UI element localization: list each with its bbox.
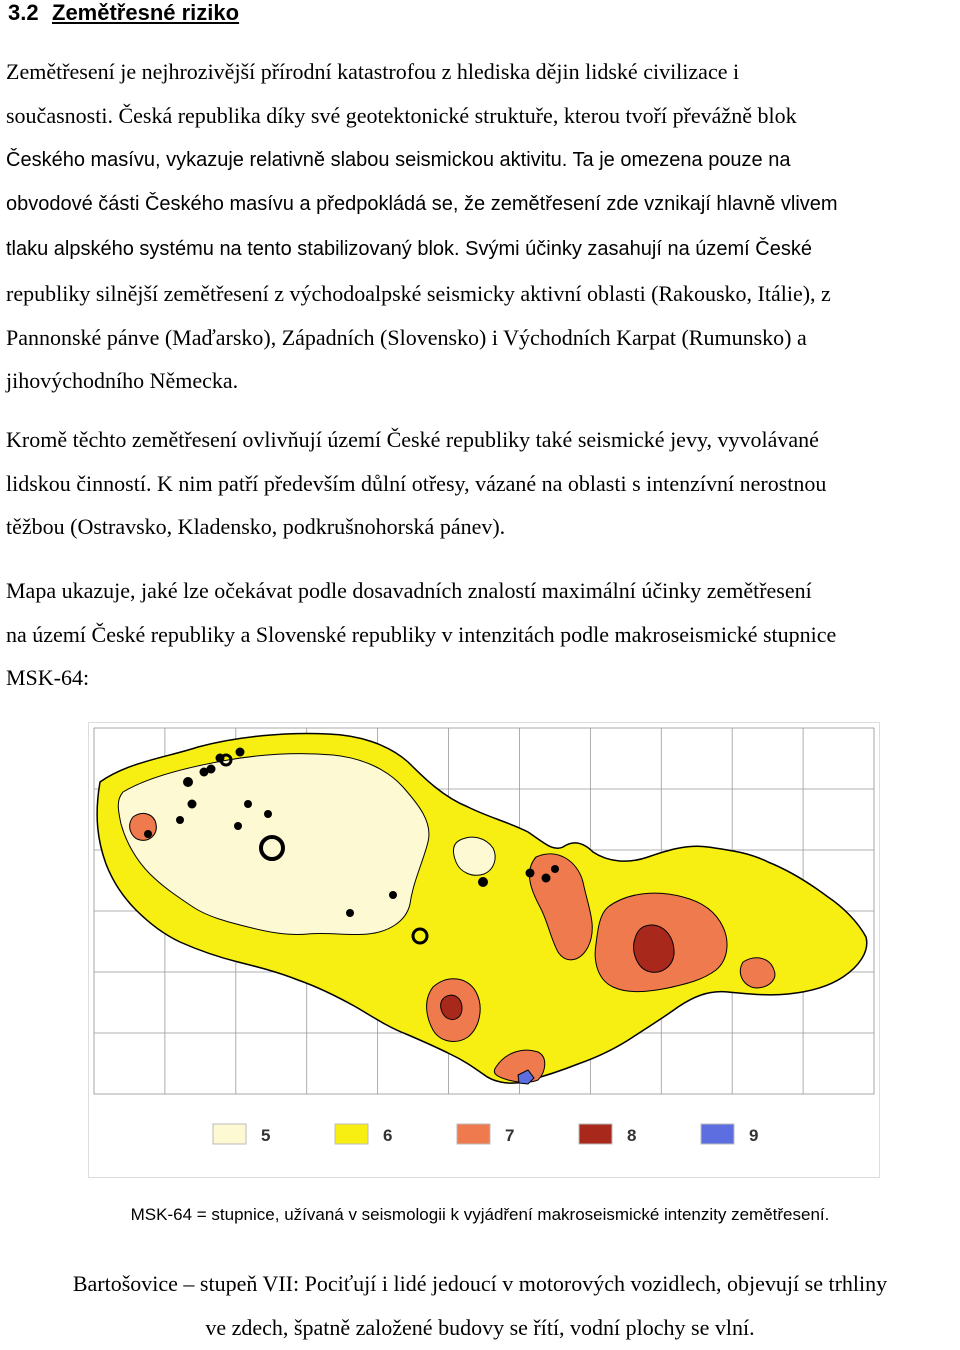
epicentre-dot xyxy=(389,891,397,899)
section-title: Zemětřesné riziko xyxy=(52,0,240,25)
legend-label-6: 6 xyxy=(383,1126,393,1145)
epicentre-dot xyxy=(346,909,354,917)
seismic-intensity-map xyxy=(88,722,880,1178)
epicentre-dot xyxy=(526,869,535,878)
legend-label-8: 8 xyxy=(627,1126,637,1145)
intensity-7-zone xyxy=(130,813,157,840)
text-line: republiky silnější zemětřesení z východoalpské seismicky aktivní oblasti (Rakousko, Itálie), z xyxy=(6,280,831,306)
paragraph-induced-seismicity xyxy=(6,418,956,549)
legend-label-5: 5 xyxy=(261,1126,271,1145)
legend-swatch-7 xyxy=(457,1124,490,1144)
text-line: jihovýchodního Německa. xyxy=(6,368,239,394)
legend-label-7: 7 xyxy=(505,1126,515,1145)
footer-line: ve zdech, špatně založené budovy se řítí, vodní plochy se vlní. xyxy=(205,1315,755,1340)
epicentre-dot xyxy=(542,874,551,883)
epicentre-dot xyxy=(264,810,272,818)
paragraph-map-intro xyxy=(6,569,956,700)
epicentre-dot xyxy=(144,830,152,838)
epicentre-dot xyxy=(236,748,245,757)
text-run: Ta je omezena pouze na xyxy=(567,149,791,172)
legend-swatch-5 xyxy=(213,1124,246,1144)
text-line: Mapa ukazuje, jaké lze očekávat podle dosavadních znalostí maximální účinky zemětřesení xyxy=(6,578,812,603)
text-line: současnosti. Česká republika díky své geotektonické struktuře, kterou tvoří převážně blok xyxy=(6,102,797,128)
epicentre-dot xyxy=(244,800,252,808)
text-line: MSK-64: xyxy=(6,665,90,690)
intensity-7-zone xyxy=(740,958,775,988)
footer-note xyxy=(0,1262,960,1350)
legend-swatch-9 xyxy=(701,1124,734,1144)
epicentre-dot xyxy=(234,822,242,830)
text-line: těžbou (Ostravsko, Kladensko, podkrušnohorská pánev). xyxy=(6,514,506,539)
text-line: Kromě těchto zemětřesení ovlivňují území České republiky také seismické jevy, vyvolávané xyxy=(6,427,819,452)
text-line: obvodové části Českého masívu a předpokládá se, že zemětřesení zde vznikají hlavně vlivem xyxy=(6,192,838,215)
epicentre-dot xyxy=(188,800,197,809)
text-line: Pannonské pánve (Maďarsko), Západních (Slovensko) i Východních Karpat (Rumunsko) a xyxy=(6,324,807,350)
epicentre-dot xyxy=(551,865,559,873)
epicentre-dot xyxy=(478,877,488,887)
legend-swatch-6 xyxy=(335,1124,368,1144)
text-run: Českého masívu, vykazuje relativně slabou seismickou aktivitu. xyxy=(6,149,568,172)
map-svg xyxy=(88,722,880,1178)
epicentre-dot xyxy=(176,816,184,824)
text-run: tlaku alpského systému na tento stabilizovaný blok. xyxy=(6,238,460,261)
map-caption: MSK-64 = stupnice, užívaná v seismologii k vyjádření makroseismické intenzity zemětřesení. xyxy=(130,1205,830,1224)
text-line xyxy=(6,137,956,183)
paragraph-seismic-activity xyxy=(6,50,956,403)
section-number: 3.2 xyxy=(8,0,39,25)
footer-line: Bartošovice – stupeň VII: Pociťují i lidé jedoucí v motorových vozidlech, objevují se trhliny xyxy=(72,1271,888,1296)
epicentre-dot xyxy=(183,777,193,787)
legend-swatch-8 xyxy=(579,1124,612,1144)
section-heading xyxy=(8,0,948,26)
text-line xyxy=(6,226,956,272)
legend-label-9: 9 xyxy=(749,1126,759,1145)
text-line: na území České republiky a Slovenské republiky v intenzitách podle makroseismické stupnice xyxy=(6,621,837,647)
epicentre-dot xyxy=(207,765,216,774)
text-line: Zemětřesení je nejhrozivější přírodní katastrofou z hlediska dějin lidské civilizace i xyxy=(6,59,740,84)
text-run: Svými účinky zasahují na území České xyxy=(459,238,812,261)
text-line: lidskou činností. K nim patří především důlní otřesy, vázané na oblasti s intenzívní nerostnou xyxy=(6,470,827,496)
